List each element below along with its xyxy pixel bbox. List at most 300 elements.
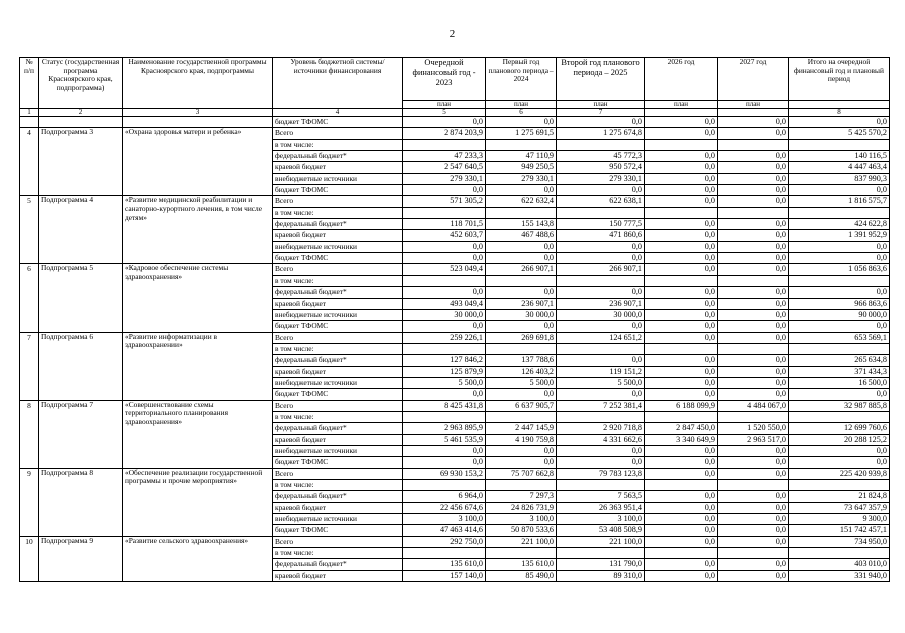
amount-cell: 734 950,0 bbox=[789, 536, 890, 547]
amount-cell: 140 116,5 bbox=[789, 151, 890, 162]
amount-cell: 8 425 431,8 bbox=[403, 400, 486, 411]
amount-cell: 949 250,5 bbox=[486, 162, 557, 173]
amount-cell: 0,0 bbox=[403, 457, 486, 468]
amount-cell bbox=[486, 411, 557, 422]
amount-cell: 0,0 bbox=[645, 162, 718, 173]
amount-cell: 571 305,2 bbox=[403, 196, 486, 207]
amount-cell: 12 699 760,6 bbox=[789, 423, 890, 434]
amount-cell: 0,0 bbox=[645, 309, 718, 320]
amount-cell: 0,0 bbox=[557, 241, 645, 252]
subprogram-status: Подпрограмма 7 bbox=[39, 400, 123, 468]
subprogram-name: «Обеспечение реализации государственной программы и прочие мероприятия» bbox=[123, 468, 273, 536]
amount-cell bbox=[557, 480, 645, 491]
amount-cell: 0,0 bbox=[718, 185, 789, 196]
subprogram-status: Подпрограмма 9 bbox=[39, 536, 123, 581]
amount-cell: 0,0 bbox=[645, 468, 718, 479]
amount-cell: 150 777,5 bbox=[557, 219, 645, 230]
col-header-2023: Очередной финансовый год - 2023 bbox=[403, 58, 486, 101]
amount-cell: 0,0 bbox=[718, 355, 789, 366]
amount-cell: 30 000,0 bbox=[486, 309, 557, 320]
row-number: 10 bbox=[20, 536, 39, 581]
funding-source: краевой бюджет bbox=[273, 366, 403, 377]
amount-cell bbox=[557, 548, 645, 559]
amount-cell: 2 874 203,9 bbox=[403, 128, 486, 139]
amount-cell: 53 408 508,9 bbox=[557, 525, 645, 536]
row-number: 9 bbox=[20, 468, 39, 536]
amount-cell bbox=[718, 343, 789, 354]
amount-cell: 21 824,8 bbox=[789, 491, 890, 502]
amount-cell: 1 520 550,0 bbox=[718, 423, 789, 434]
amount-cell: 0,0 bbox=[486, 241, 557, 252]
funding-source: Всего bbox=[273, 468, 403, 479]
amount-cell bbox=[557, 275, 645, 286]
amount-cell: 0,0 bbox=[645, 196, 718, 207]
funding-source: в том числе: bbox=[273, 548, 403, 559]
amount-cell: 0,0 bbox=[645, 445, 718, 456]
amount-cell: 0,0 bbox=[645, 117, 718, 128]
funding-source: краевой бюджет bbox=[273, 570, 403, 581]
amount-cell: 0,0 bbox=[645, 219, 718, 230]
funding-source: федеральный бюджет* bbox=[273, 151, 403, 162]
amount-cell: 127 846,2 bbox=[403, 355, 486, 366]
amount-cell bbox=[403, 411, 486, 422]
amount-cell: 0,0 bbox=[645, 241, 718, 252]
amount-cell: 0,0 bbox=[789, 445, 890, 456]
amount-cell: 0,0 bbox=[403, 389, 486, 400]
funding-source: федеральный бюджет* bbox=[273, 491, 403, 502]
header-row bbox=[20, 58, 890, 101]
amount-cell: 2 963 517,0 bbox=[718, 434, 789, 445]
amount-cell: 5 461 535,9 bbox=[403, 434, 486, 445]
amount-cell: 30 000,0 bbox=[557, 309, 645, 320]
amount-cell: 266 907,1 bbox=[557, 264, 645, 275]
amount-cell: 0,0 bbox=[645, 128, 718, 139]
amount-cell: 0,0 bbox=[645, 332, 718, 343]
amount-cell: 5 500,0 bbox=[557, 377, 645, 388]
amount-cell: 0,0 bbox=[718, 525, 789, 536]
amount-cell bbox=[789, 207, 890, 218]
amount-cell: 0,0 bbox=[645, 457, 718, 468]
table-row bbox=[20, 128, 890, 139]
col-number: 4 bbox=[273, 109, 403, 117]
amount-cell: 2 963 895,9 bbox=[403, 423, 486, 434]
amount-cell: 4 190 759,8 bbox=[486, 434, 557, 445]
subprogram-status: Подпрограмма 8 bbox=[39, 468, 123, 536]
amount-cell: 0,0 bbox=[557, 355, 645, 366]
col-number: 1 bbox=[20, 109, 39, 117]
funding-source: Всего bbox=[273, 264, 403, 275]
amount-cell: 30 000,0 bbox=[403, 309, 486, 320]
amount-cell: 137 788,6 bbox=[486, 355, 557, 366]
amount-cell bbox=[486, 139, 557, 150]
amount-cell bbox=[403, 343, 486, 354]
financing-table bbox=[19, 57, 890, 582]
funding-source: федеральный бюджет* bbox=[273, 219, 403, 230]
funding-source: в том числе: bbox=[273, 411, 403, 422]
amount-cell: 0,0 bbox=[718, 502, 789, 513]
amount-cell: 0,0 bbox=[486, 457, 557, 468]
amount-cell: 0,0 bbox=[718, 559, 789, 570]
amount-cell: 2 547 640,5 bbox=[403, 162, 486, 173]
funding-source: Всего bbox=[273, 332, 403, 343]
amount-cell: 236 907,1 bbox=[486, 298, 557, 309]
amount-cell: 47 233,3 bbox=[403, 151, 486, 162]
amount-cell: 0,0 bbox=[486, 321, 557, 332]
amount-cell: 0,0 bbox=[718, 536, 789, 547]
funding-source: федеральный бюджет* bbox=[273, 559, 403, 570]
amount-cell: 0,0 bbox=[645, 502, 718, 513]
amount-cell bbox=[557, 207, 645, 218]
amount-cell: 0,0 bbox=[645, 536, 718, 547]
subprogram-status: Подпрограмма 3 bbox=[39, 128, 123, 196]
amount-cell: 265 634,8 bbox=[789, 355, 890, 366]
amount-cell: 493 049,4 bbox=[403, 298, 486, 309]
amount-cell: 0,0 bbox=[718, 253, 789, 264]
funding-source: бюджет ТФОМС bbox=[273, 185, 403, 196]
amount-cell: 331 940,0 bbox=[789, 570, 890, 581]
amount-cell: 0,0 bbox=[645, 377, 718, 388]
amount-cell: 0,0 bbox=[718, 321, 789, 332]
amount-cell: 279 330,1 bbox=[486, 173, 557, 184]
amount-cell: 0,0 bbox=[645, 151, 718, 162]
row-number: 5 bbox=[20, 196, 39, 264]
amount-cell: 0,0 bbox=[486, 287, 557, 298]
funding-source: в том числе: bbox=[273, 207, 403, 218]
amount-cell: 79 783 123,8 bbox=[557, 468, 645, 479]
amount-cell: 125 879,9 bbox=[403, 366, 486, 377]
amount-cell bbox=[486, 207, 557, 218]
amount-cell bbox=[718, 548, 789, 559]
amount-cell: 0,0 bbox=[557, 185, 645, 196]
col-number: 2 bbox=[39, 109, 123, 117]
amount-cell: 90 000,0 bbox=[789, 309, 890, 320]
table-body bbox=[20, 117, 890, 582]
amount-cell: 0,0 bbox=[557, 117, 645, 128]
col-number bbox=[718, 109, 789, 117]
amount-cell: 221 100,0 bbox=[557, 536, 645, 547]
amount-cell: 0,0 bbox=[789, 185, 890, 196]
amount-cell bbox=[789, 548, 890, 559]
amount-cell: 259 226,1 bbox=[403, 332, 486, 343]
col-header-name: Наименование государственной программы Красноярского края, подпрограммы bbox=[123, 58, 273, 109]
amount-cell: 0,0 bbox=[789, 287, 890, 298]
amount-cell: 157 140,0 bbox=[403, 570, 486, 581]
funding-source: внебюджетные источники bbox=[273, 445, 403, 456]
amount-cell bbox=[718, 275, 789, 286]
amount-cell: 131 790,0 bbox=[557, 559, 645, 570]
row-number: 8 bbox=[20, 400, 39, 468]
subprogram-status: Подпрограмма 4 bbox=[39, 196, 123, 264]
subprogram-name: «Совершенствование схемы территориального планирования здравоохранения» bbox=[123, 400, 273, 468]
amount-cell: 471 860,6 bbox=[557, 230, 645, 241]
amount-cell: 85 490,0 bbox=[486, 570, 557, 581]
table-row bbox=[20, 196, 890, 207]
amount-cell: 0,0 bbox=[645, 514, 718, 525]
amount-cell: 6 964,0 bbox=[403, 491, 486, 502]
amount-cell: 0,0 bbox=[486, 253, 557, 264]
page-number: 2 bbox=[449, 28, 456, 40]
col-number: 6 bbox=[486, 109, 557, 117]
amount-cell: 0,0 bbox=[718, 309, 789, 320]
amount-cell: 0,0 bbox=[718, 491, 789, 502]
funding-source: краевой бюджет bbox=[273, 434, 403, 445]
amount-cell: 0,0 bbox=[403, 321, 486, 332]
amount-cell: 467 488,6 bbox=[486, 230, 557, 241]
amount-cell: 0,0 bbox=[645, 230, 718, 241]
amount-cell bbox=[403, 548, 486, 559]
amount-cell: 135 610,0 bbox=[486, 559, 557, 570]
amount-cell bbox=[403, 480, 486, 491]
amount-cell: 0,0 bbox=[645, 570, 718, 581]
amount-cell: 124 651,2 bbox=[557, 332, 645, 343]
table-row bbox=[20, 400, 890, 411]
amount-cell: 523 049,4 bbox=[403, 264, 486, 275]
amount-cell: 3 100,0 bbox=[403, 514, 486, 525]
amount-cell: 6 637 905,7 bbox=[486, 400, 557, 411]
col-number: 5 bbox=[403, 109, 486, 117]
plan-label: план bbox=[645, 101, 718, 109]
amount-cell: 16 500,0 bbox=[789, 377, 890, 388]
col-number bbox=[645, 109, 718, 117]
amount-cell: 0,0 bbox=[557, 287, 645, 298]
amount-cell: 0,0 bbox=[718, 128, 789, 139]
amount-cell: 653 569,1 bbox=[789, 332, 890, 343]
amount-cell: 69 930 153,2 bbox=[403, 468, 486, 479]
funding-source: в том числе: bbox=[273, 343, 403, 354]
funding-source: бюджет ТФОМС bbox=[273, 389, 403, 400]
amount-cell: 24 826 731,9 bbox=[486, 502, 557, 513]
amount-cell: 279 330,1 bbox=[557, 173, 645, 184]
amount-cell: 403 010,0 bbox=[789, 559, 890, 570]
funding-source: бюджет ТФОМС bbox=[273, 117, 403, 128]
funding-source: Всего bbox=[273, 400, 403, 411]
amount-cell: 0,0 bbox=[718, 445, 789, 456]
amount-cell: 7 297,3 bbox=[486, 491, 557, 502]
funding-source: внебюджетные источники bbox=[273, 377, 403, 388]
funding-source: краевой бюджет bbox=[273, 298, 403, 309]
amount-cell bbox=[718, 207, 789, 218]
plan-label: план bbox=[486, 101, 557, 109]
funding-source: бюджет ТФОМС bbox=[273, 321, 403, 332]
amount-cell: 0,0 bbox=[718, 219, 789, 230]
amount-cell bbox=[645, 548, 718, 559]
amount-cell bbox=[403, 207, 486, 218]
plan-label bbox=[789, 101, 890, 109]
amount-cell bbox=[789, 411, 890, 422]
amount-cell bbox=[645, 343, 718, 354]
amount-cell: 225 420 939,8 bbox=[789, 468, 890, 479]
amount-cell: 0,0 bbox=[718, 570, 789, 581]
amount-cell: 118 701,5 bbox=[403, 219, 486, 230]
col-header-2024: Первый год планового периода – 2024 bbox=[486, 58, 557, 101]
amount-cell: 50 870 533,6 bbox=[486, 525, 557, 536]
funding-source: в том числе: bbox=[273, 139, 403, 150]
amount-cell: 126 403,2 bbox=[486, 366, 557, 377]
amount-cell: 0,0 bbox=[718, 377, 789, 388]
funding-source: Всего bbox=[273, 128, 403, 139]
amount-cell: 1 056 863,6 bbox=[789, 264, 890, 275]
amount-cell: 269 691,8 bbox=[486, 332, 557, 343]
amount-cell: 3 100,0 bbox=[486, 514, 557, 525]
funding-source: краевой бюджет bbox=[273, 162, 403, 173]
amount-cell: 0,0 bbox=[403, 445, 486, 456]
amount-cell: 0,0 bbox=[486, 185, 557, 196]
amount-cell: 0,0 bbox=[645, 389, 718, 400]
amount-cell: 151 742 457,1 bbox=[789, 525, 890, 536]
amount-cell bbox=[718, 411, 789, 422]
amount-cell bbox=[645, 411, 718, 422]
col-header-2026: 2026 год bbox=[645, 58, 718, 101]
amount-cell: 266 907,1 bbox=[486, 264, 557, 275]
amount-cell: 0,0 bbox=[718, 264, 789, 275]
amount-cell: 155 143,8 bbox=[486, 219, 557, 230]
amount-cell: 47 463 414,6 bbox=[403, 525, 486, 536]
amount-cell: 0,0 bbox=[789, 457, 890, 468]
amount-cell: 0,0 bbox=[403, 287, 486, 298]
amount-cell bbox=[486, 480, 557, 491]
funding-source: внебюджетные источники bbox=[273, 309, 403, 320]
amount-cell: 0,0 bbox=[789, 241, 890, 252]
amount-cell: 6 188 099,9 bbox=[645, 400, 718, 411]
amount-cell: 0,0 bbox=[645, 366, 718, 377]
amount-cell: 0,0 bbox=[718, 241, 789, 252]
table-row bbox=[20, 536, 890, 547]
amount-cell: 0,0 bbox=[718, 117, 789, 128]
table-row bbox=[20, 332, 890, 343]
amount-cell bbox=[718, 480, 789, 491]
amount-cell bbox=[486, 343, 557, 354]
amount-cell: 4 331 662,6 bbox=[557, 434, 645, 445]
amount-cell: 2 447 145,9 bbox=[486, 423, 557, 434]
amount-cell: 0,0 bbox=[718, 151, 789, 162]
amount-cell: 26 363 951,4 bbox=[557, 502, 645, 513]
amount-cell: 0,0 bbox=[557, 445, 645, 456]
amount-cell bbox=[486, 275, 557, 286]
amount-cell bbox=[789, 480, 890, 491]
amount-cell: 0,0 bbox=[403, 185, 486, 196]
funding-source: федеральный бюджет* bbox=[273, 423, 403, 434]
amount-cell: 7 252 381,4 bbox=[557, 400, 645, 411]
amount-cell: 0,0 bbox=[718, 173, 789, 184]
amount-cell bbox=[557, 411, 645, 422]
amount-cell: 1 816 575,7 bbox=[789, 196, 890, 207]
funding-source: федеральный бюджет* bbox=[273, 287, 403, 298]
amount-cell: 3 340 649,9 bbox=[645, 434, 718, 445]
amount-cell: 0,0 bbox=[645, 185, 718, 196]
empty-cell-name bbox=[123, 117, 273, 128]
amount-cell: 1 275 691,5 bbox=[486, 128, 557, 139]
amount-cell: 0,0 bbox=[645, 253, 718, 264]
amount-cell: 0,0 bbox=[718, 457, 789, 468]
subprogram-name: «Развитие медицинской реабилитации и санаторно-курортного лечения, в том числе детям» bbox=[123, 196, 273, 264]
amount-cell: 1 391 952,9 bbox=[789, 230, 890, 241]
amount-cell: 2 920 718,8 bbox=[557, 423, 645, 434]
amount-cell: 47 110,9 bbox=[486, 151, 557, 162]
amount-cell: 0,0 bbox=[645, 287, 718, 298]
col-header-status: Статус (государственная программа Красноярского края, подпрограмма) bbox=[39, 58, 123, 109]
amount-cell: 0,0 bbox=[645, 491, 718, 502]
amount-cell: 950 572,4 bbox=[557, 162, 645, 173]
amount-cell bbox=[645, 207, 718, 218]
amount-cell: 1 275 674,8 bbox=[557, 128, 645, 139]
amount-cell: 0,0 bbox=[789, 321, 890, 332]
amount-cell: 371 434,3 bbox=[789, 366, 890, 377]
amount-cell bbox=[789, 139, 890, 150]
amount-cell: 0,0 bbox=[557, 389, 645, 400]
funding-source: в том числе: bbox=[273, 275, 403, 286]
row-number: 4 bbox=[20, 128, 39, 196]
funding-source: внебюджетные источники bbox=[273, 173, 403, 184]
amount-cell: 0,0 bbox=[486, 117, 557, 128]
amount-cell: 0,0 bbox=[718, 389, 789, 400]
funding-source: федеральный бюджет* bbox=[273, 355, 403, 366]
amount-cell: 135 610,0 bbox=[403, 559, 486, 570]
amount-cell: 0,0 bbox=[718, 468, 789, 479]
amount-cell: 89 310,0 bbox=[557, 570, 645, 581]
table-row bbox=[20, 468, 890, 479]
plan-label: план bbox=[557, 101, 645, 109]
amount-cell: 0,0 bbox=[718, 366, 789, 377]
amount-cell: 4 447 463,4 bbox=[789, 162, 890, 173]
amount-cell bbox=[557, 139, 645, 150]
amount-cell: 7 563,5 bbox=[557, 491, 645, 502]
amount-cell: 0,0 bbox=[557, 457, 645, 468]
amount-cell: 0,0 bbox=[789, 253, 890, 264]
amount-cell: 5 500,0 bbox=[403, 377, 486, 388]
amount-cell: 0,0 bbox=[718, 298, 789, 309]
amount-cell bbox=[789, 275, 890, 286]
amount-cell: 622 632,4 bbox=[486, 196, 557, 207]
col-header-num: № п/п bbox=[20, 58, 39, 109]
amount-cell: 3 100,0 bbox=[557, 514, 645, 525]
amount-cell: 0,0 bbox=[645, 173, 718, 184]
subprogram-name: «Кадровое обеспечение системы здравоохранения» bbox=[123, 264, 273, 332]
amount-cell: 5 425 570,2 bbox=[789, 128, 890, 139]
funding-source: внебюджетные источники bbox=[273, 241, 403, 252]
amount-cell: 73 647 357,9 bbox=[789, 502, 890, 513]
amount-cell: 2 847 450,0 bbox=[645, 423, 718, 434]
amount-cell: 0,0 bbox=[645, 264, 718, 275]
funding-source: в том числе: bbox=[273, 480, 403, 491]
amount-cell bbox=[645, 480, 718, 491]
amount-cell: 4 484 067,0 bbox=[718, 400, 789, 411]
amount-cell: 221 100,0 bbox=[486, 536, 557, 547]
subprogram-status: Подпрограмма 6 bbox=[39, 332, 123, 400]
amount-cell: 0,0 bbox=[718, 162, 789, 173]
funding-source: Всего bbox=[273, 536, 403, 547]
amount-cell bbox=[486, 548, 557, 559]
amount-cell: 0,0 bbox=[486, 445, 557, 456]
amount-cell: 292 750,0 bbox=[403, 536, 486, 547]
funding-source: внебюджетные источники bbox=[273, 514, 403, 525]
amount-cell bbox=[645, 139, 718, 150]
amount-cell: 0,0 bbox=[718, 287, 789, 298]
plan-label: план bbox=[718, 101, 789, 109]
row-number: 6 bbox=[20, 264, 39, 332]
row-number: 7 bbox=[20, 332, 39, 400]
amount-cell: 0,0 bbox=[718, 332, 789, 343]
amount-cell: 279 330,1 bbox=[403, 173, 486, 184]
funding-source: краевой бюджет bbox=[273, 502, 403, 513]
plan-label: план bbox=[403, 101, 486, 109]
amount-cell: 452 603,7 bbox=[403, 230, 486, 241]
subprogram-status: Подпрограмма 5 bbox=[39, 264, 123, 332]
col-number: 3 bbox=[123, 109, 273, 117]
amount-cell: 0,0 bbox=[403, 253, 486, 264]
amount-cell: 119 151,2 bbox=[557, 366, 645, 377]
amount-cell bbox=[645, 275, 718, 286]
amount-cell bbox=[789, 343, 890, 354]
